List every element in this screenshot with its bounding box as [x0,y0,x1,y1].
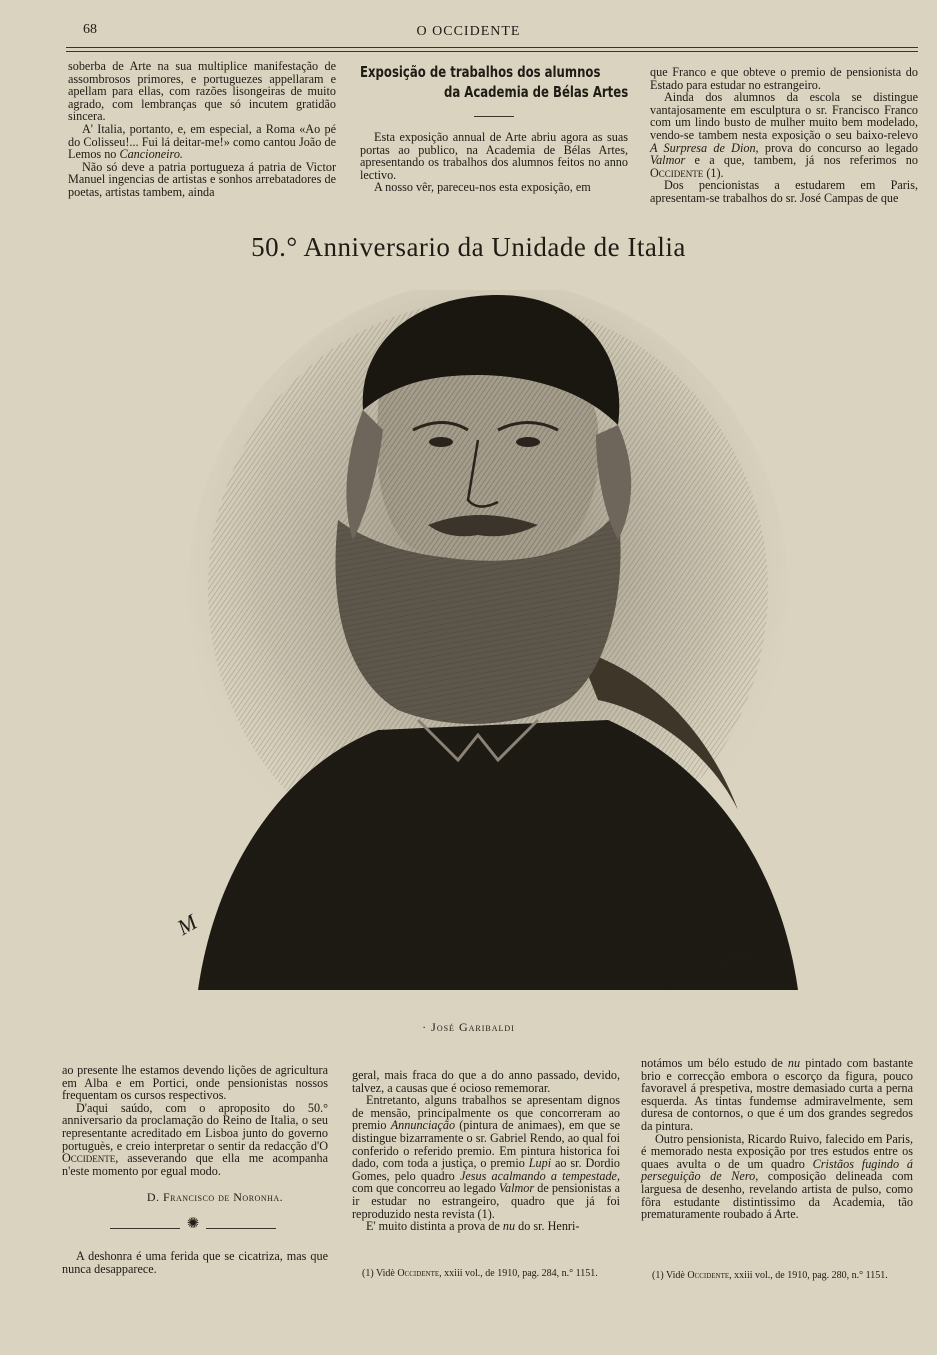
page-header [0,22,937,42]
paragraph: Outro pensionista, Ricardo Ruivo, falecido em Paris, é memorado nesta exposição por tres estudos entre os quaes avulta o de um quadro Cristãos fugindo á perseguição de Nero, composição delineada com larguesa de desenho, revelando artista de pulso, como fôra estudante distintissimo da Academia, tão prematuramente roubado á Arte. [641,1131,914,1222]
paragraph: notámos um bélo estudo de nu pintado com bastante brio e correcção embora o escorço da figura, pouco favoravel á prespetiva, mostre demasiado curta a perna esquerda. As tintas fundemse admiravelmente, sem duresa de contornos, o que é um dos grandes segredos da pintura. [641,1056,913,1133]
paragraph: Ainda dos alumnos da escola se distingue vantajosamente em esculptura o sr. Francisco Franco com um lindo busto de mulher muito bem modelado, vendo-se tambem nesta exposição o seu baixo-relevo A Surpresa de Dion, prova do concurso ao legado Valmor e a que, tambem, já nos referimos no Occidente (1). [650,90,919,180]
garibaldi-portrait-engraving [178,290,803,1005]
paragraph: ao presente lhe estamos devendo lições de agricultura em Alba e em Portici, onde pensionistas nossos frequentam os cursos respectivos. [62,1063,328,1103]
article-column-top-middle [360,62,628,194]
portrait-caption: · José Garibaldi [422,1020,515,1034]
paragraph: Esta exposição annual de Arte abriu agora as suas portas ao publico, na Academia de Bélas Artes, apresentando os trabalhos dos alumnos feitos no anno lectivo. [360,130,628,182]
exhibition-title-line2: da Academia de Bélas Artes [443,83,628,101]
masthead: O OCCIDENTE [416,24,521,39]
page-number: 68 [83,22,97,37]
paragraph: A' Italia, portanto, e, em especial, a Roma «Ao pé do Colisseu!... Fui lá deitar-me!» como cantou João de Lemos no Cancioneiro. [68,121,336,162]
paragraph: Não só deve a patria portugueza á patria de Victor Manuel ingencias de artistas e sonhos arrebatadores de poetas, artistas tambem, ainda [68,159,336,199]
article-column-top-left [68,60,336,199]
article-column-bottom-middle [352,1069,620,1233]
paragraph: Dos pencionistas a estudarem em Paris, apresentam-se trabalhos do sr. José Campas de que [650,178,918,205]
caption-bullet: · [422,1020,432,1034]
ornamental-divider [62,1214,328,1244]
maxim: A deshonra é uma ferida que se cicatriza, mas que nunca desapparece. [62,1248,328,1276]
footnote: (1) Vidè Occidente, xxiii vol., de 1910, pag. 284, n.° 1151. [362,1268,598,1279]
paragraph: geral, mais fraca do que a do anno passado, devido, talvez, a causas que é ocioso rememorar. [352,1068,620,1095]
section-divider [474,116,514,117]
paragraph: E' muito distinta a prova de nu do sr. Henri- [366,1219,580,1234]
author-signature: D. Francisco de Noronha. [146,1190,284,1205]
paragraph: Entretanto, alguns trabalhos se apresentam dignos de mensão, principalmente os que concorreram ao premio Annunciação (pintura de animaes), em que se distingue bizarramente o sr. Gabriel Rendo, ao qual foi conferido o referido premio. Em pintura historica foi dado, com toda a justiça, o premio Lupi ao sr. Dordio Gomes, pelo quadro Jesus acalmando a tempestade, com que concorreu ao legado Valmor de pensionistas a ir estudar no estrangeiro, quadro que já foi reproduzido nesta revista (1). [352,1093,620,1221]
article-column-bottom-right [641,1057,913,1221]
header-rule [66,47,918,48]
article-column-bottom-left [62,1064,328,1275]
footnote: (1) Vidè Occidente, xxiii vol., de 1910, pag. 280, n.° 1151. [652,1270,888,1281]
exhibition-title-line1: Exposição de trabalhos dos alumnos [360,63,601,81]
feature-headline: 50.° Anniversario da Unidade de Italia [251,232,686,262]
article-column-top-right [650,66,918,205]
paragraph: D'aqui saúdo, com o aproposito do 50.° anniversario da proclamação do Reino de Italia, o seu representante acreditado em Lisboa junto do governo portuguès, e creio interpretar o sentir da redacção d'O Occidente, asseverando que ella me acompanha n'este momento por egual modo. [62,1100,328,1178]
ornament-icon: ✺ [186,1215,200,1232]
engraver-signature: ALBERTO [687,946,751,985]
paragraph: soberba de Arte na sua multiplice manifestação de assombrosos primores, e portuguezes appellaram e apellam para ellas, com razões lisongeiras de muito agrado, com lembranças que só incutem gratidão sincera. [68,59,336,124]
paragraph: A nosso vêr, pareceu-nos esta exposição, em [374,180,591,195]
header-rule [66,51,918,52]
engraver-mark-left: M [172,909,202,940]
paragraph: que Franco e que obteve o premio de pensionista do Estado para estudar no estrangeiro. [650,65,918,92]
